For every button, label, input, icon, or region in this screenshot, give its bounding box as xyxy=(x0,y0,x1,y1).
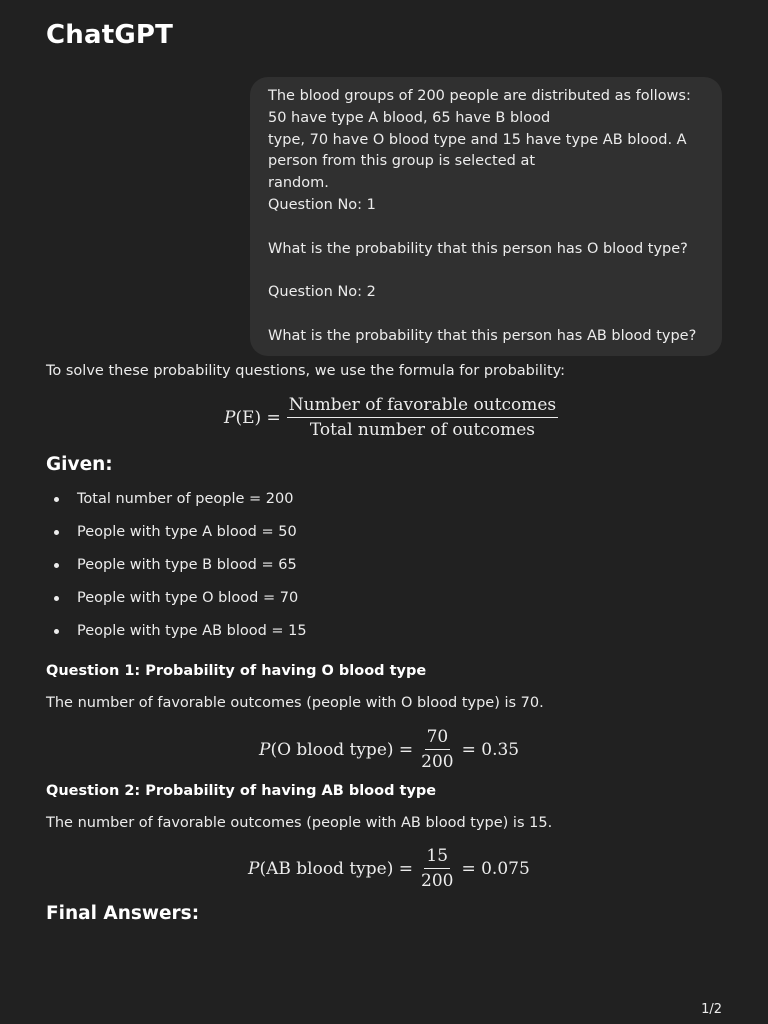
q1-denominator: 200 xyxy=(421,752,454,772)
q1-result: = 0.35 xyxy=(461,739,520,760)
question1-heading: Question 1: Probability of having O blood type xyxy=(46,663,427,679)
question2-heading: Question 2: Probability of having AB blood type xyxy=(46,783,437,799)
user-message-line: type, 70 have O blood type and 15 have type AB blood. A xyxy=(268,131,687,148)
given-item-text: Total number of people = 200 xyxy=(77,491,294,507)
user-message-line: Question No: 2 xyxy=(268,284,376,301)
q2-lhs-var: P xyxy=(248,858,260,879)
given-list-item xyxy=(46,587,307,620)
given-list-item xyxy=(46,620,307,653)
given-heading: Given: xyxy=(46,454,113,475)
given-list-item xyxy=(46,488,307,521)
formula-fraction xyxy=(287,395,558,440)
given-item-text: People with type O blood = 70 xyxy=(77,590,299,606)
question1-formula xyxy=(259,727,519,772)
bullet-icon xyxy=(54,629,59,634)
given-list-item xyxy=(46,554,307,587)
formula-lhs-var: P xyxy=(224,407,236,428)
given-item-text: People with type AB blood = 15 xyxy=(77,623,307,639)
user-message-line: What is the probability that this person has O blood type? xyxy=(268,240,688,257)
q1-numerator: 70 xyxy=(425,727,451,750)
bullet-icon xyxy=(54,497,59,502)
user-message-line xyxy=(268,217,704,239)
given-item-text: People with type A blood = 50 xyxy=(77,524,297,540)
user-message-line: The blood groups of 200 people are distributed as follows: xyxy=(268,88,691,104)
given-list-item xyxy=(46,521,307,554)
bullet-icon xyxy=(54,596,59,601)
probability-formula xyxy=(224,395,564,440)
user-message-line: 50 have type A blood, 65 have B blood xyxy=(268,109,551,126)
q1-lhs-var: P xyxy=(259,739,271,760)
q2-numerator: 15 xyxy=(424,846,450,869)
q2-result: = 0.075 xyxy=(461,858,530,879)
user-message-line xyxy=(268,304,704,326)
bullet-icon xyxy=(54,530,59,535)
q1-fraction xyxy=(419,727,455,772)
q1-lhs-arg: (O blood type) = xyxy=(270,739,414,760)
user-message-line: random. xyxy=(268,175,329,192)
formula-lhs-arg: (E) = xyxy=(235,407,281,428)
given-item-text: People with type B blood = 65 xyxy=(77,557,297,573)
formula-denominator: Total number of outcomes xyxy=(309,420,536,440)
question2-formula xyxy=(248,846,530,891)
response-intro: To solve these probability questions, we use the formula for probability: xyxy=(46,363,566,379)
user-message-line: What is the probability that this person has AB blood type? xyxy=(268,327,697,344)
user-message-line: person from this group is selected at xyxy=(268,153,536,170)
q2-lhs-arg: (AB blood type) = xyxy=(259,858,413,879)
user-message-line xyxy=(268,260,704,282)
q2-fraction xyxy=(419,846,455,891)
user-message-bubble xyxy=(250,77,722,356)
q2-denominator: 200 xyxy=(421,871,454,891)
bullet-icon xyxy=(54,563,59,568)
app-title: ChatGPT xyxy=(46,20,174,50)
page-number: 1/2 xyxy=(701,1002,722,1017)
question1-text: The number of favorable outcomes (people with O blood type) is 70. xyxy=(46,695,544,711)
given-list xyxy=(46,488,307,653)
formula-numerator: Number of favorable outcomes xyxy=(287,395,558,418)
user-message-line: Question No: 1 xyxy=(268,196,376,213)
question2-text: The number of favorable outcomes (people with AB blood type) is 15. xyxy=(46,815,553,831)
final-answers-heading: Final Answers: xyxy=(46,903,200,924)
